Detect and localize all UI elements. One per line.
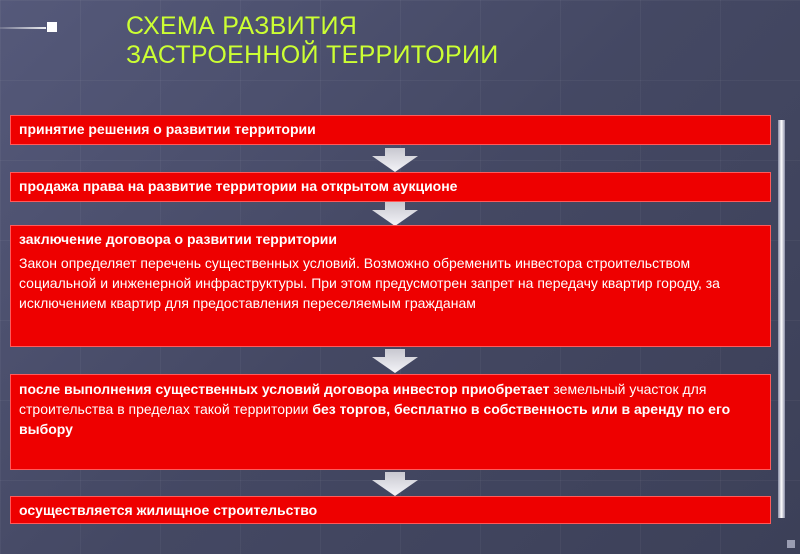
step-5-box	[10, 496, 771, 524]
step-4-plain: земельный участок для строительства в пределах такой территории	[19, 381, 707, 417]
down-arrow-icon	[370, 349, 420, 373]
step-2-text: продажа права на развитие территории на открытом аукционе	[19, 178, 458, 194]
step-3-heading: заключение договора о развитии территории	[19, 231, 337, 247]
slide-title	[126, 12, 686, 70]
down-arrow-icon	[370, 202, 420, 226]
step-1-text: принятие решения о развитии территории	[19, 121, 316, 137]
step-2-box	[10, 172, 771, 202]
step-3-description: Закон определяет перечень существенных условий. Возможно обременить инвестора строительством социальной и инженерной инфраструктуры. При этом предусмотрен запрет на передачу квартир городу, за исключением квартир для предоставления переселяемым гражданам	[19, 255, 720, 311]
step-3-box	[10, 225, 771, 347]
step-5-text: осуществляется жилищное строительство	[19, 502, 318, 518]
step-4-text	[19, 379, 762, 439]
decorative-line	[0, 27, 46, 29]
bullet-icon	[47, 22, 57, 32]
decorative-vertical-bar	[778, 120, 785, 518]
step-4-bold-start: после выполнения существенных условий договора инвестор приобретает	[19, 381, 550, 397]
step-1-box	[10, 115, 771, 145]
title-line-1: СХЕМА РАЗВИТИЯ	[126, 12, 358, 40]
decorative-corner	[787, 540, 795, 548]
step-4-box	[10, 374, 771, 470]
title-line-2: ЗАСТРОЕННОЙ ТЕРРИТОРИИ	[126, 41, 499, 69]
down-arrow-icon	[370, 472, 420, 496]
step-4-bold-end: без торгов, бесплатно в собственность или в аренду по его выбору	[19, 401, 731, 437]
down-arrow-icon	[370, 148, 420, 172]
